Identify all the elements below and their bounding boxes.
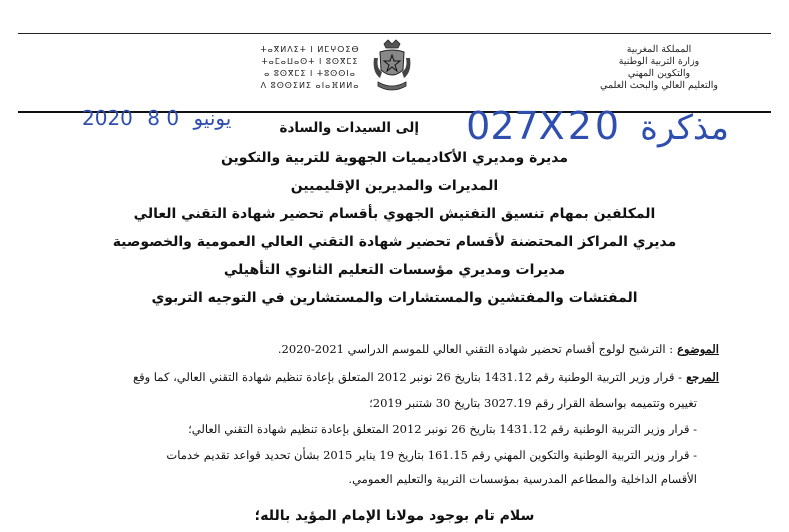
ministry-line-4: والتعليم العالي والبحث العلمي bbox=[600, 80, 718, 91]
memo-word: مذكرة bbox=[640, 108, 729, 148]
memo-number: 027X20 bbox=[466, 104, 623, 148]
date-month: يونيو bbox=[193, 106, 232, 130]
subject-text: : الترشيح لولوج أقسام تحضير شهادة التقني العالي للموسم الدراسي 2021-2020. bbox=[277, 342, 674, 356]
addressee-line-2: المديرات والمديرين الإقليميين bbox=[290, 178, 499, 194]
subject-label: الموضوع bbox=[677, 342, 719, 356]
header-top-rule bbox=[18, 33, 771, 34]
reference-item-2: - قرار وزير التربية الوطنية رقم 1431.12 بتاريخ 26 نونبر 2012 المتعلق بإعادة تنظيم شهادة التقني العالي؛ bbox=[188, 422, 697, 436]
reference-line-1 bbox=[133, 370, 719, 384]
tifinagh-line-4: ⴷ ⵓⵙⵙⵉⵍⵉ ⴰⵏⴰⴼⵍⵍⴰ bbox=[260, 81, 360, 90]
addressee-line-4: مديري المراكز المحتضنة لأقسام تحضير شهادة التقني العالي العمومية والخصوصية bbox=[112, 234, 677, 250]
date-day: 0 8 bbox=[147, 106, 180, 130]
ministry-line-3: والتكوين المهني bbox=[627, 68, 691, 79]
addressee-greeting: إلى السيدات والسادة bbox=[279, 120, 419, 136]
tifinagh-line-3: ⴰ ⵓⵙⴳⵎⵉ ⵏ ⵜⵓⵙⵙⵏⴰ bbox=[264, 69, 356, 78]
greeting-line: سلام تام بوجود مولانا الإمام المؤيد بالله؛ bbox=[254, 508, 535, 524]
reference-label: المرجع bbox=[686, 370, 719, 384]
ministry-line-2: وزارة التربية الوطنية bbox=[618, 56, 700, 67]
reference-item-1: - قرار وزير التربية الوطنية رقم 1431.12 بتاريخ 26 نونبر 2012 المتعلق بإعادة تنظيم شهادة التقني العالي، كما وقع bbox=[132, 370, 683, 384]
ministry-line-1: المملكة المغربية bbox=[626, 44, 692, 55]
addressee-line-5: مديرات ومديري مؤسسات التعليم الثانوي التأهيلي bbox=[223, 262, 566, 278]
ministry-name-tifinagh bbox=[230, 44, 390, 92]
reference-item-3: - قرار وزير التربية الوطنية والتكوين المهني رقم 161.15 بتاريخ 19 يناير 2015 بشأن تحديد قواعد تقديم خدمات bbox=[166, 448, 697, 462]
date-stamp bbox=[82, 106, 239, 130]
addressee-line-6: المفتشات والمفتشين والمستشارات والمستشارين في التوجيه التربوي bbox=[151, 290, 638, 306]
tifinagh-line-2: ⵜⴰⵎⴰⵡⴰⵙⵜ ⵏ ⵓⵙⴳⵎⵉ bbox=[261, 57, 359, 66]
tifinagh-line-1: ⵜⴰⴳⵍⴷⵉⵜ ⵏ ⵍⵎⵖⵔⵉⴱ bbox=[260, 45, 360, 54]
subject-line bbox=[278, 342, 719, 356]
reference-item-3-cont: الأقسام الداخلية والمطاعم المدرسية بمؤسسات التربية والتعليم العمومي. bbox=[348, 472, 697, 486]
addressee-line-1: مديرة ومديري الأكاديميات الجهوية للتربية والتكوين bbox=[220, 150, 569, 166]
ministry-name-arabic bbox=[559, 44, 759, 92]
reference-item-1-cont: تغييره وتتميمه بواسطة القرار رقم 3027.19 بتاريخ 30 شتنبر 2019؛ bbox=[369, 396, 697, 410]
date-year: 2020 bbox=[82, 106, 133, 130]
memo-number-stamp bbox=[466, 104, 729, 150]
addressee-line-3: المكلفين بمهام تنسيق التفتيش الجهوي بأقسام تحضير شهادة التقني العالي bbox=[133, 206, 656, 222]
